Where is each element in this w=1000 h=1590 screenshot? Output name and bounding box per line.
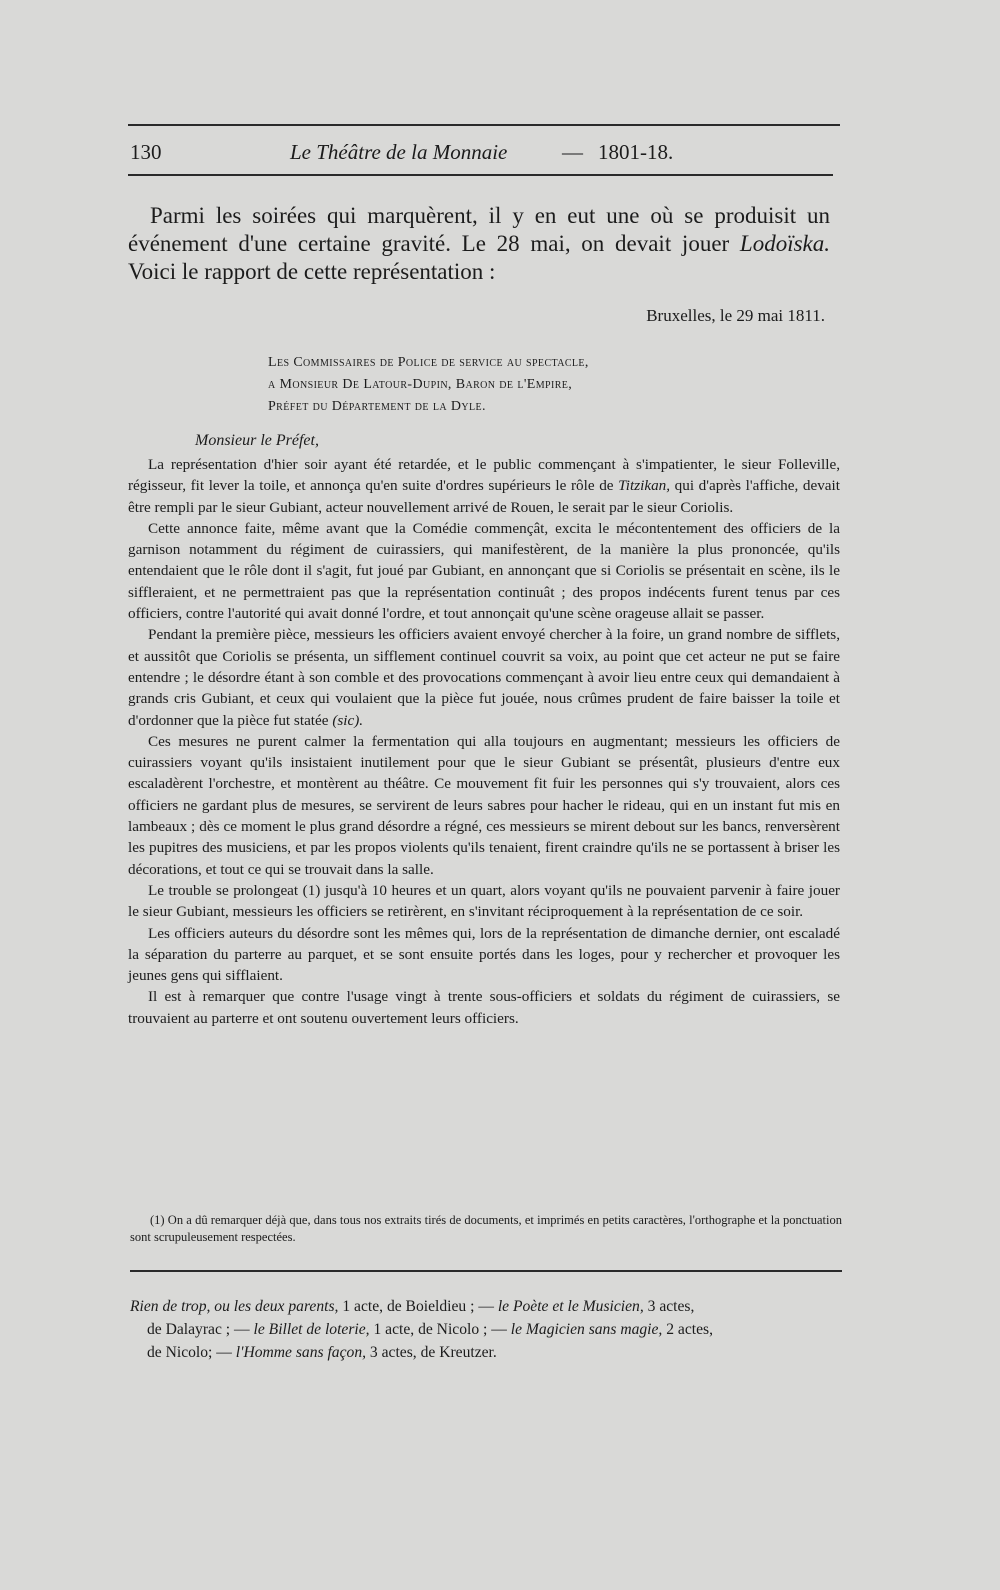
header-bottom-rule	[128, 174, 833, 176]
letter-salutation: Monsieur le Préfet,	[195, 432, 319, 449]
page-number: 130	[130, 140, 162, 164]
work-author-2: de Dalayrac ; —	[147, 1321, 254, 1338]
letter-paragraph-6: Les officiers auteurs du désordre sont les mêmes qui, lors de la représentation de dimanche dernier, ont escaladé la séparation du parterre au parquet, et se sont ensuite portés dans les loges, pour y rechercher et provoquer les jeunes gens qui sifflaient.	[128, 924, 840, 985]
repertoire-list	[130, 1295, 842, 1364]
intro-paragraph	[128, 202, 830, 286]
repertoire-line-3	[130, 1341, 842, 1364]
letter-paragraph-7: Il est à remarquer que contre l'usage vingt à trente sous-officiers et soldats du régiment de cuirassiers, se trouvaient au parterre et ont soutenu ouvertement leurs officiers.	[128, 988, 840, 1027]
address-line-1: Les Commissaires de Police de service au spectacle,	[268, 355, 589, 370]
intro-text-2: Voici le rapport de cette représentation :	[128, 259, 496, 284]
letter-paragraph-4: Ces mesures ne purent calmer la fermentation qui alla toujours en augmentant; messieurs les officiers de cuirassiers voyant qu'ils insistaient inutilement pour que le sieur Gubiant se présentât, plusieurs d'entre eux escaladèrent l'orchestre, et montèrent au théâtre. Ce mouvement fit fuir les personnes qui s'y trouvaient, alors ces officiers ne gardant plus de mesures, se servirent de leurs sabres pour hacher le rideau, qui en un instant fut mis en lambeaux ; dès ce moment le plus grand désordre a régné, ces messieurs se mirent debout sur les bancs, renversèrent les pupitres des musiciens, et par les propos violents qu'ils tenaient, firent craindre qu'ils ne se portassent à briser les décorations, et tout ce qui se trouvait dans la salle.	[128, 732, 840, 878]
address-line-2: a Monsieur De Latour-Dupin, Baron de l'Empire,	[268, 377, 573, 392]
work-title-3: le Billet de loterie,	[253, 1321, 370, 1338]
intro-opera-title: Lodoïska.	[739, 231, 830, 256]
work-info-3: 1 acte, de Nicolo ; —	[369, 1321, 511, 1338]
running-title: Le Théâtre de la Monnaie	[290, 140, 508, 164]
letter-dateline: Bruxelles, le 29 mai 1811.	[646, 306, 825, 325]
header-years: 1801-18.	[598, 140, 674, 164]
letter-body	[128, 454, 840, 1029]
footnote: (1) On a dû remarquer déjà que, dans tous nos extraits tirés de documents, et imprimés en petits caractères, l'orthographe et la ponctuation sont scrupuleusement respectées.	[130, 1213, 842, 1244]
intro-text-1: Parmi les soirées qui marquèrent, il y en eut une où se produisit un événement d'une certaine gravité. Le 28 mai, on devait jouer	[128, 203, 830, 256]
letter-paragraph-3	[128, 624, 840, 730]
p3-text-a: Pendant la première pièce, messieurs les officiers avaient envoyé chercher à la foire, un grand nombre de sifflets, et aussitôt que Coriolis se présenta, un sifflement continuel couvrit sa voix, au point que cet acteur ne put se faire entendre ; le désordre étant à son comble et des provocations commençant à avoir lieu entre ceux qui demandaient à grands cris Gubiant, et ceux qui voulaient que la pièce fut jouée, nous crûmes prudent de faire baisser la toile et d'ordonner que la pièce fut statée	[128, 626, 840, 729]
header-dash: —	[562, 140, 583, 164]
letter-paragraph-2: Cette annonce faite, même avant que la Comédie commençât, excita le mécontentement des officiers de la garnison notamment du régiment de cuirassiers, qui manifestèrent, de la manière la plus prononcée, qu'ils entendaient que le rôle dont il s'agit, fut joué par Gubiant, en annonçant que si Coriolis se présentait en scène, ils le siffleraient, et ne permettraient pas que la représentation continuât ; des propos indécents furent tenus par ces officiers, contre l'autorité qui avait donné l'ordre, et tout annonçait qu'une scène orageuse allait se passer.	[128, 519, 840, 623]
p1-role: Titzikan,	[618, 477, 671, 495]
work-info-4: 2 actes,	[662, 1321, 713, 1338]
letter-address	[268, 352, 768, 418]
header-top-rule	[128, 124, 840, 126]
repertoire-line-2	[130, 1318, 842, 1341]
work-info-5: 3 actes, de Kreutzer.	[366, 1344, 497, 1361]
p1-text-a: La représentation d'hier soir ayant été retardée, et le public commençant à s'impatienter, le sieur Folleville, régisseur, fit lever la toile, et annonça qu'en suite d'ordres supérieurs le rôle de	[128, 456, 840, 495]
work-author-4: de Nicolo; —	[147, 1344, 236, 1361]
address-line-3: Préfet du Département de la Dyle.	[268, 399, 486, 414]
repertoire-line-1	[130, 1295, 842, 1318]
work-title-5: l'Homme sans façon,	[235, 1344, 367, 1361]
letter-paragraph-1	[128, 454, 840, 518]
work-info-1: 1 acte, de Boieldieu ; —	[338, 1298, 498, 1315]
work-title-1: Rien de trop, ou les deux parents,	[130, 1298, 339, 1315]
letter-paragraph-5: Le trouble se prolongeat (1) jusqu'à 10 heures et un quart, alors voyant qu'ils ne pouvaient parvenir à faire jouer le sieur Gubiant, messieurs les officiers se retirèrent, en s'invitant réciproquement à la représentation de ce soir.	[128, 881, 840, 921]
work-info-2: 3 actes,	[643, 1298, 695, 1315]
p1-text-b: qui d'après l'affiche, devait être rempli par le sieur Gubiant, acteur nouvellement arrivé de Rouen, le serait par le sieur Coriolis.	[128, 477, 840, 516]
repertoire-rule	[130, 1270, 842, 1272]
p3-sic: (sic).	[332, 711, 364, 729]
work-title-4: le Magicien sans magie,	[510, 1321, 663, 1338]
work-title-2: le Poète et le Musicien,	[497, 1298, 644, 1315]
